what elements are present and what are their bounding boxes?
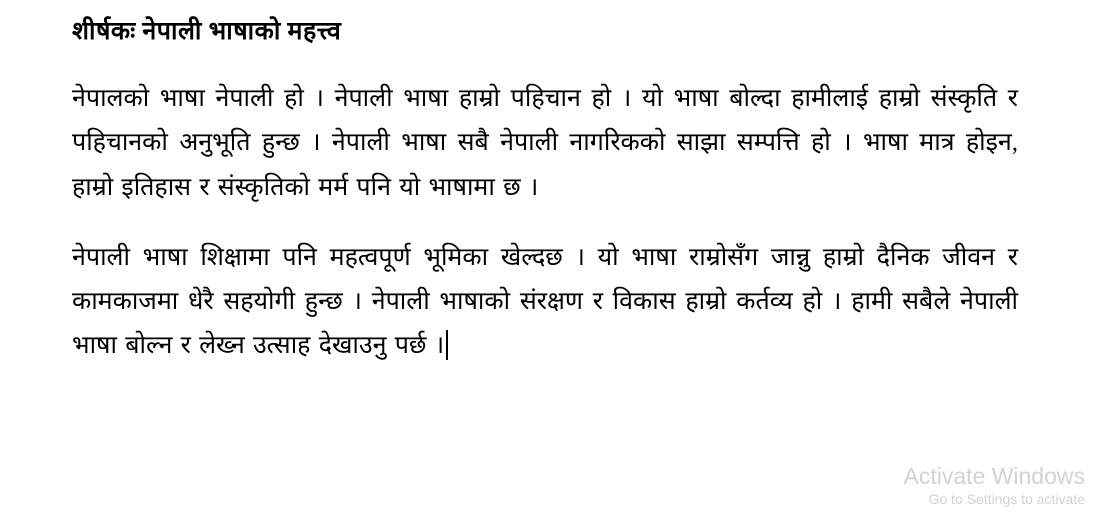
document-title: शीर्षकः नेपाली भाषाको महत्त्व (72, 18, 342, 45)
paragraph-2 (72, 236, 1018, 369)
paragraph-2-text: नेपाली भाषा शिक्षामा पनि महत्वपूर्ण भूमिका खेल्दछ । यो भाषा राम्रोसँग जान्नु हाम्रो दैनिक जीवन र कामकाजमा धेरै सहयोगी हुन्छ । नेपाली भाषाको संरक्षण र विकास हाम्रो कर्तव्य हो । हामी सबैले नेपाली भाषा बोल्न र लेख्न उत्साह देखाउनु पर्छ । (72, 243, 1018, 360)
windows-activation-watermark (755, 463, 1085, 508)
document-body[interactable] (72, 14, 1018, 369)
watermark-title: Activate Windows (903, 462, 1085, 489)
paragraph-1: नेपालको भाषा नेपाली हो । नेपाली भाषा हाम्रो पहिचान हो । यो भाषा बोल्दा हामीलाई हाम्रो संस्कृति र पहिचानको अनुभूति हुन्छ । नेपाली भाषा सबै नेपाली नागरिकको साझा सम्पत्ति हो । भाषा मात्र होइन, हाम्रो इतिहास र संस्कृतिको मर्म पनि यो भाषामा छ । (72, 85, 1018, 201)
text-cursor (446, 330, 448, 360)
watermark-subtitle: Go to Settings to activate (928, 491, 1085, 508)
